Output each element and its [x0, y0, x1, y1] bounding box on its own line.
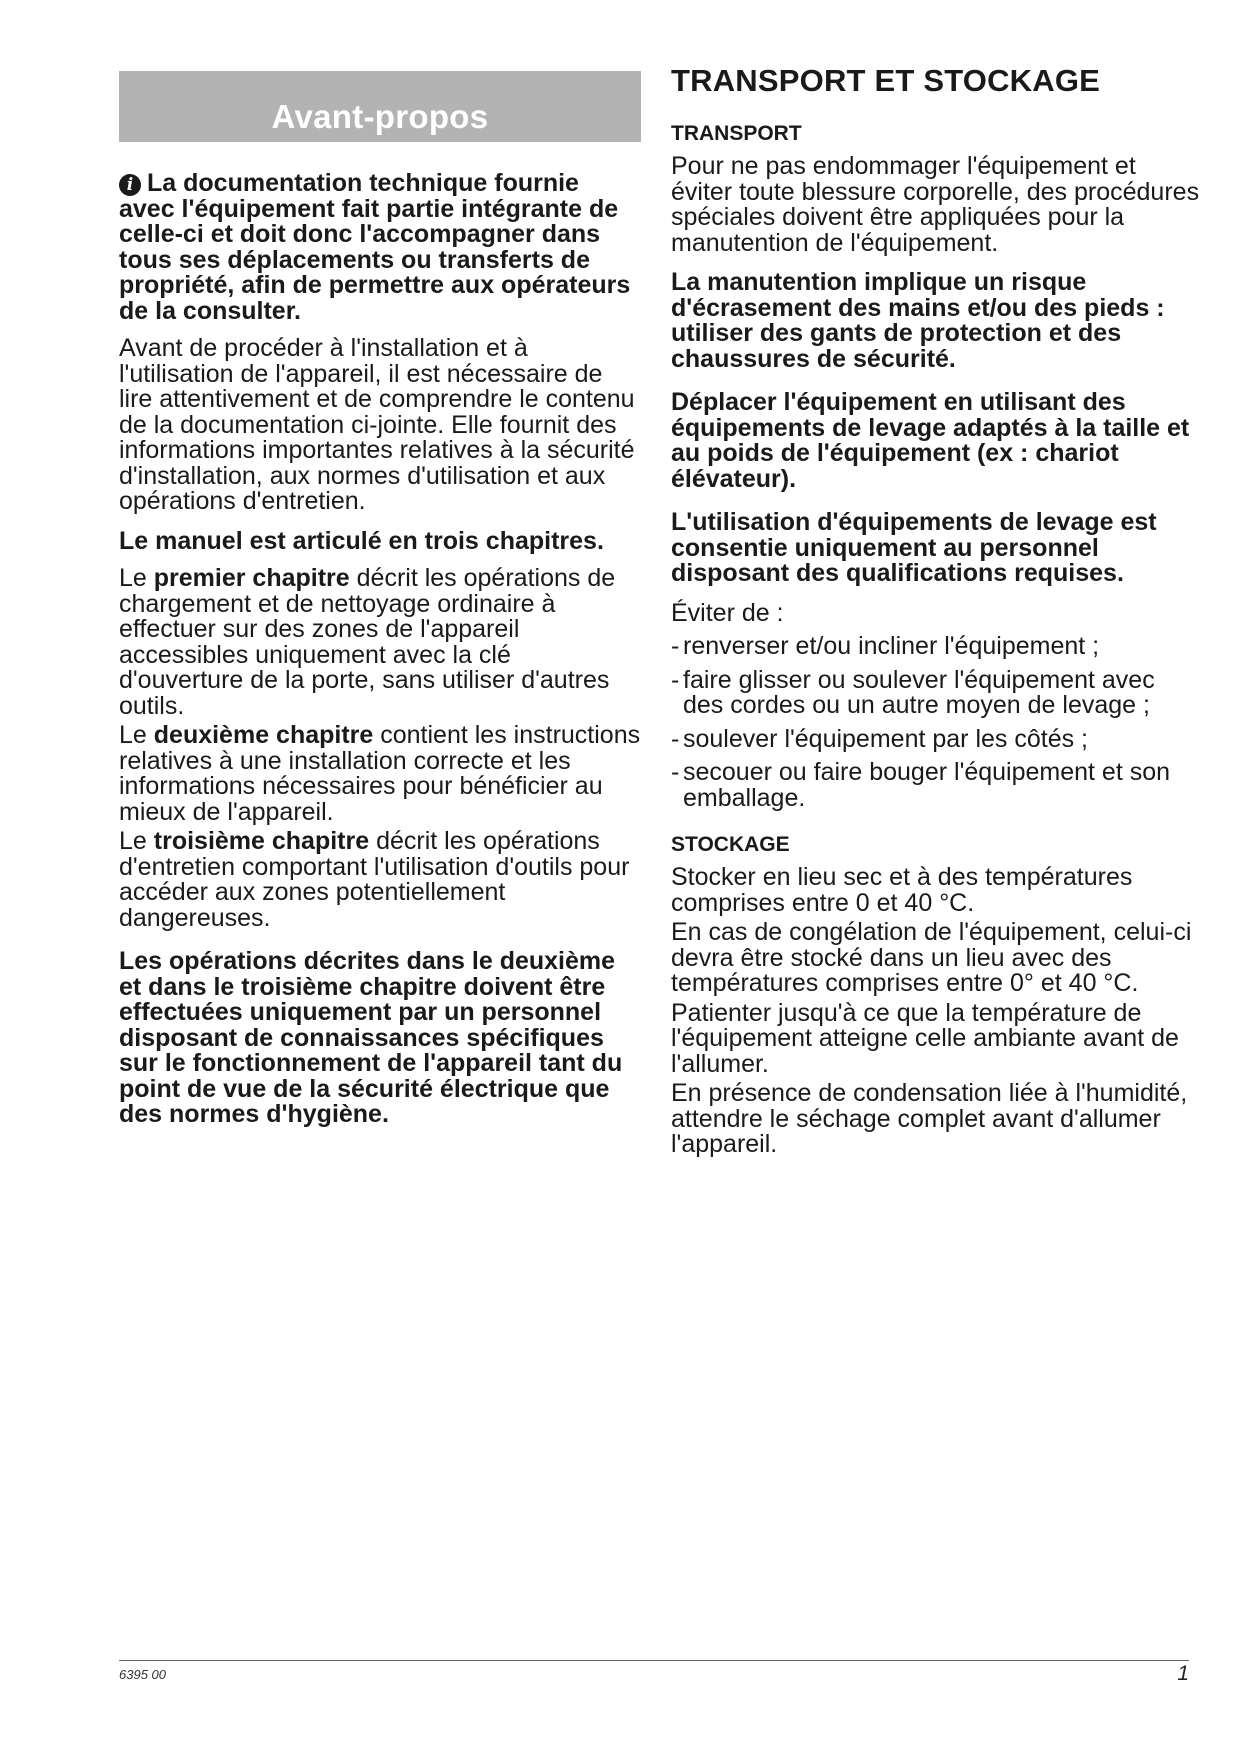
chapter-3-name: troisième chapitre [153, 827, 370, 855]
info-circle-icon: i [119, 174, 141, 196]
banner-title: Avant-propos [271, 98, 489, 135]
page-number: 1 [1177, 1662, 1189, 1685]
footer-divider [119, 1660, 1189, 1661]
chapter-3-prefix: Le [119, 827, 147, 855]
avoid-item: - secouer ou faire bouger l'équipement et son emballage. [671, 760, 1201, 811]
avoid-item: - faire glisser ou soulever l'équipement avec des cordes ou un autre moyen de levage ; [671, 668, 1201, 719]
avoid-item: - soulever l'équipement par les côtés ; [671, 727, 1201, 753]
storage-heading: STOCKAGE [671, 833, 790, 856]
storage-paragraph: En présence de condensation liée à l'humidité, attendre le séchage complet avant d'allumer l'appareil. [671, 1079, 1188, 1158]
avoid-item: - renverser et/ou incliner l'équipement ; [671, 634, 1201, 660]
chapter-2-name: deuxième chapitre [153, 721, 374, 749]
section-banner [119, 71, 641, 142]
storage-paragraph: Patienter jusqu'à ce que la température de l'équipement atteigne celle ambiante avant de l'allumer. [671, 998, 1179, 1078]
transport-heading: TRANSPORT [671, 122, 802, 145]
chapter-1-prefix: Le [119, 564, 147, 592]
chapter-1-description [119, 566, 641, 719]
qualified-lifting-warning: L'utilisation d'équipements de levage est consentie uniquement au personnel disposant des qualifications requises. [671, 508, 1157, 587]
storage-paragraph: Stocker en lieu sec et à des températures comprises entre 0 et 40 °C. [671, 863, 1133, 917]
document-code: 6395 00 [119, 1667, 166, 1682]
storage-paragraph: En cas de congélation de l'équipement, celui-ci devra être stocké dans un lieu avec des températures comprises entre 0° et 40 °C. [671, 918, 1192, 997]
chapter-1-name: premier chapitre [153, 564, 350, 592]
chapter-2-text: contient les instructions relatives à une installation correcte et les informations nécessaires pour bénéficier au mieux de l'appareil. [119, 721, 641, 826]
crush-risk-warning: La manutention implique un risque d'écrasement des mains et/ou des pieds : utiliser des gants de protection et des chaussures de sécurité. [671, 268, 1165, 373]
avoid-list [671, 634, 1201, 811]
intro-paragraph: Avant de procéder à l'installation et à l'utilisation de l'appareil, il est nécessaire de lire attentivement et de comprendre le contenu de la documentation ci-jointe. Elle fournit des informations importantes relatives à la sécurité d'installation, aux normes d'utilisation et aux opérations d'entretien. [119, 334, 635, 515]
page-title: TRANSPORT ET STOCKAGE [671, 63, 1101, 98]
chapter-1-text: décrit les opérations de chargement et de nettoyage ordinaire à effectuer sur des zones de l'appareil accessibles uniquement avec la clé d'ouverture de la porte, sans utiliser d'autres outils. [119, 564, 616, 720]
left-column [119, 71, 641, 1128]
intro-notice [119, 171, 641, 324]
chapter-2-prefix: Le [119, 721, 147, 749]
chapter-3-description [119, 829, 641, 931]
manual-structure-heading: Le manuel est articulé en trois chapitres. [119, 526, 604, 555]
lifting-equipment-warning: Déplacer l'équipement en utilisant des équipements de levage adaptés à la taille et au poids de l'équipement (ex : chariot élévateur). [671, 388, 1190, 493]
intro-text: La documentation technique fournie avec l'équipement fait partie intégrante de celle-ci et doit donc l'accompagner dans tous ses déplacements ou transferts de propriété, afin de permettre aux opérateurs de la consulter. [119, 169, 631, 325]
chapter-3-text: décrit les opérations d'entretien comportant l'utilisation d'outils pour accéder aux zones potentiellement dangereuses. [119, 827, 630, 932]
transport-paragraph: Pour ne pas endommager l'équipement et éviter toute blessure corporelle, des procédures spéciales doivent être appliquées pour la manutention de l'équipement. [671, 152, 1200, 257]
chapter-2-description [119, 723, 641, 825]
qualified-personnel-notice: Les opérations décrites dans le deuxième et dans le troisième chapitre doivent être effectuées uniquement par un personnel disposant de connaissances spécifiques sur le fonctionnement de l'appareil tant du point de vue de la sécurité électrique que des normes d'hygiène. [119, 947, 623, 1128]
right-column [671, 62, 1201, 1158]
avoid-intro: Éviter de : [671, 598, 784, 627]
